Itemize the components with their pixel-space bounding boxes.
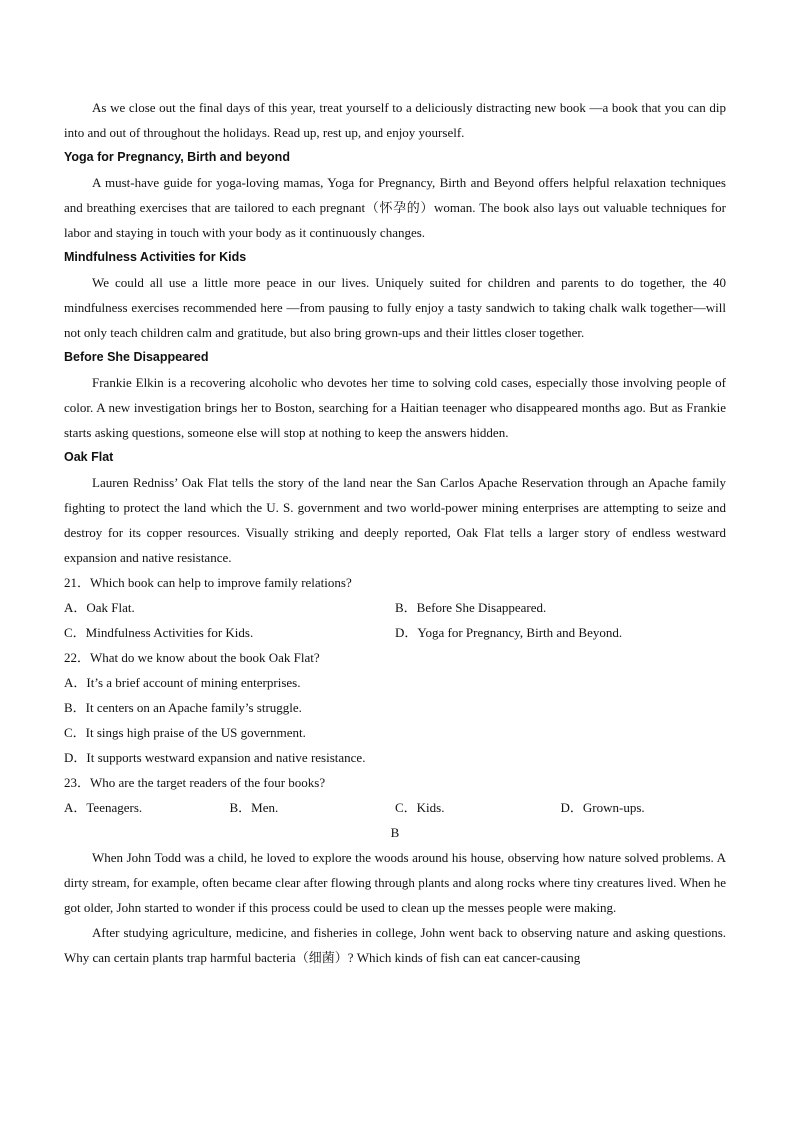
question-22-option-c: C．It sings high praise of the US government. [64,725,306,740]
section-b-paragraph-2: After studying agriculture, medicine, and fisheries in college, John went back to observing nature and asking questions. Why can certain plants trap harmful bacteria（细菌）? Which kinds of fish can eat cancer-causing [64,925,726,965]
book-text-oak-flat: Lauren Redniss’ Oak Flat tells the story of the land near the San Carlos Apache Reservation through an Apache family fighting to protect the land which the U. S. government and two world-power mining enterprises are attempting to seize and destroy for its copper resources. Visually striking and deeply reported, Oak Flat tells a larger story of endless westward expansion and native resistance. [64,475,726,565]
question-21-options-row-1 [64,595,726,620]
question-23-option-c: C．Kids. [395,800,445,815]
book-text-before-she-disappeared: Frankie Elkin is a recovering alcoholic who devotes her time to solving cold cases, especially those involving people of color. A new investigation brings her to Boston, searching for a Haitian teenager who disappeared months ago. But as Frankie starts asking questions, someone else will stop at nothing to keep the answers hidden. [64,375,726,440]
book-title-yoga: Yoga for Pregnancy, Birth and beyond [64,150,290,164]
book-title-before-she-disappeared: Before She Disappeared [64,350,209,364]
question-21-option-c: C．Mindfulness Activities for Kids. [64,625,254,640]
question-22-option-b: B．It centers on an Apache family’s struggle. [64,700,302,715]
question-22-stem: 22．What do we know about the book Oak Flat? [64,650,320,665]
question-23-stem: 23．Who are the target readers of the four books? [64,775,326,790]
book-text-mindfulness: We could all use a little more peace in our lives. Uniquely suited for children and parents to do together, the 40 mindfulness exercises recommended here —from pausing to fully enjoy a tasty sandwich to taking chalk walk together—will not only teach children calm and gratitude, but also bring grown-ups and their littles closer together. [64,275,726,340]
book-text-yoga: A must-have guide for yoga-loving mamas, Yoga for Pregnancy, Birth and Beyond offers helpful relaxation techniques and breathing exercises that are tailored to each pregnant（怀孕的）woman. The book also lays out valuable techniques for labor and staying in touch with your body as it continuously changes. [64,175,726,240]
intro-paragraph: As we close out the final days of this year, treat yourself to a deliciously distracting new book —a book that you can dip into and out of throughout the holidays. Read up, rest up, and enjoy yourself. [64,100,726,140]
question-21-stem: 21．Which book can help to improve family relations? [64,575,352,590]
question-23-option-b: B．Men. [229,800,279,815]
book-title-oak-flat: Oak Flat [64,450,114,464]
question-21-option-d: D．Yoga for Pregnancy, Birth and Beyond. [395,625,623,640]
section-b-paragraph-1: When John Todd was a child, he loved to explore the woods around his house, observing how nature solved problems. A dirty stream, for example, often became clear after flowing through plants and along rocks where tiny creatures lived. When he got older, John started to wonder if this process could be used to clean up the messes people were making. [64,850,726,915]
question-22-option-d: D．It supports westward expansion and native resistance. [64,750,366,765]
question-23-option-a: A．Teenagers. [64,800,143,815]
question-21-option-b: B．Before She Disappeared. [395,600,547,615]
question-21-options-row-2 [64,620,726,645]
question-23-option-d: D．Grown-ups. [560,800,645,815]
question-21-option-a: A．Oak Flat. [64,600,135,615]
question-23-options-row [64,795,726,820]
book-title-mindfulness: Mindfulness Activities for Kids [64,250,247,264]
question-22-option-a: A．It’s a brief account of mining enterprises. [64,675,301,690]
section-b-label: B [390,825,400,840]
document-page [64,95,726,970]
